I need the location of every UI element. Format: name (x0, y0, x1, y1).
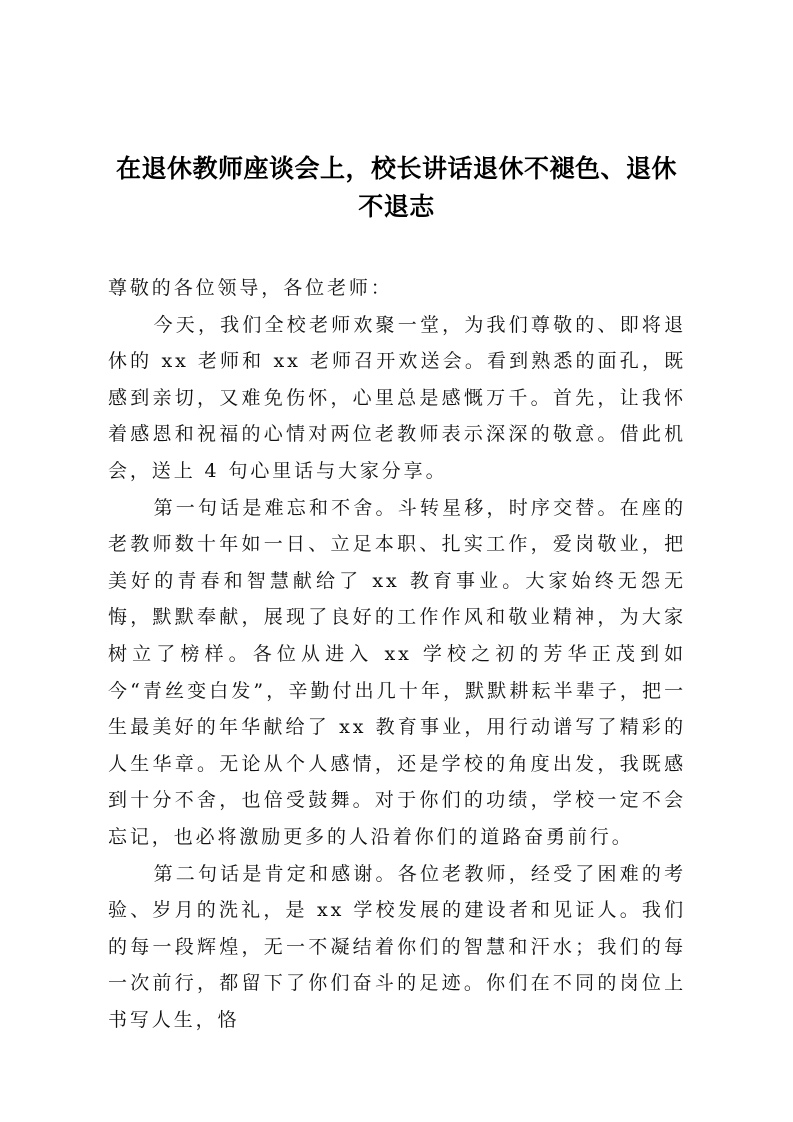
title-line-2: 不退志 (358, 192, 435, 221)
salutation: 尊敬的各位领导，各位老师： (108, 277, 393, 299)
paragraph-first-point: 第一句话是难忘和不舍。斗转星移，时序交替。在座的老教师数十年如一日、立足本职、扎实工作，爱岗敬业，把美好的青春和智慧献给了 xx 教育事业。大家始终无怨无悔，默默奉献，展现了良好的工作作风和敬业精神，为大家树立了榜样。各位从进入 xx 学校之初的芳华正茂到如今“青丝变白发”，辛勤付出几十年，默默耕耘半辈子，把一生最美好的年华献给了 xx 教育事业，用行动谱写了精彩的人生华章。无论从个人感情，还是学校的角度出发，我既感到十分不舍，也倍受鼓舞。对于你们的功绩，学校一定不会忘记，也必将激励更多的人沿着你们的道路奋勇前行。 (108, 496, 686, 848)
document-title (100, 150, 693, 226)
title-line-1: 在退休教师座谈会上，校长讲话退休不褪色、退休 (115, 154, 677, 183)
paragraph-second-point: 第二句话是肯定和感谢。各位老教师，经受了困难的考验、岁月的洗礼，是 xx 学校发展的建设者和见证人。我们的每一段辉煌，无一不凝结着你们的智慧和汗水；我们的每一次前行，都留下了你们奋斗的足迹。你们在不同的岗位上书写人生，恪 (108, 862, 686, 1031)
paragraph-opening: 今天，我们全校老师欢聚一堂，为我们尊敬的、即将退休的 xx 老师和 xx 老师召开欢送会。看到熟悉的面孔，既感到亲切，又难免伤怀，心里总是感慨万千。首先，让我怀着感恩和祝福的心情对两位老教师表示深深的敬意。借此机会，送上 4 句心里话与大家分享。 (108, 313, 686, 482)
document-body (108, 270, 686, 1038)
